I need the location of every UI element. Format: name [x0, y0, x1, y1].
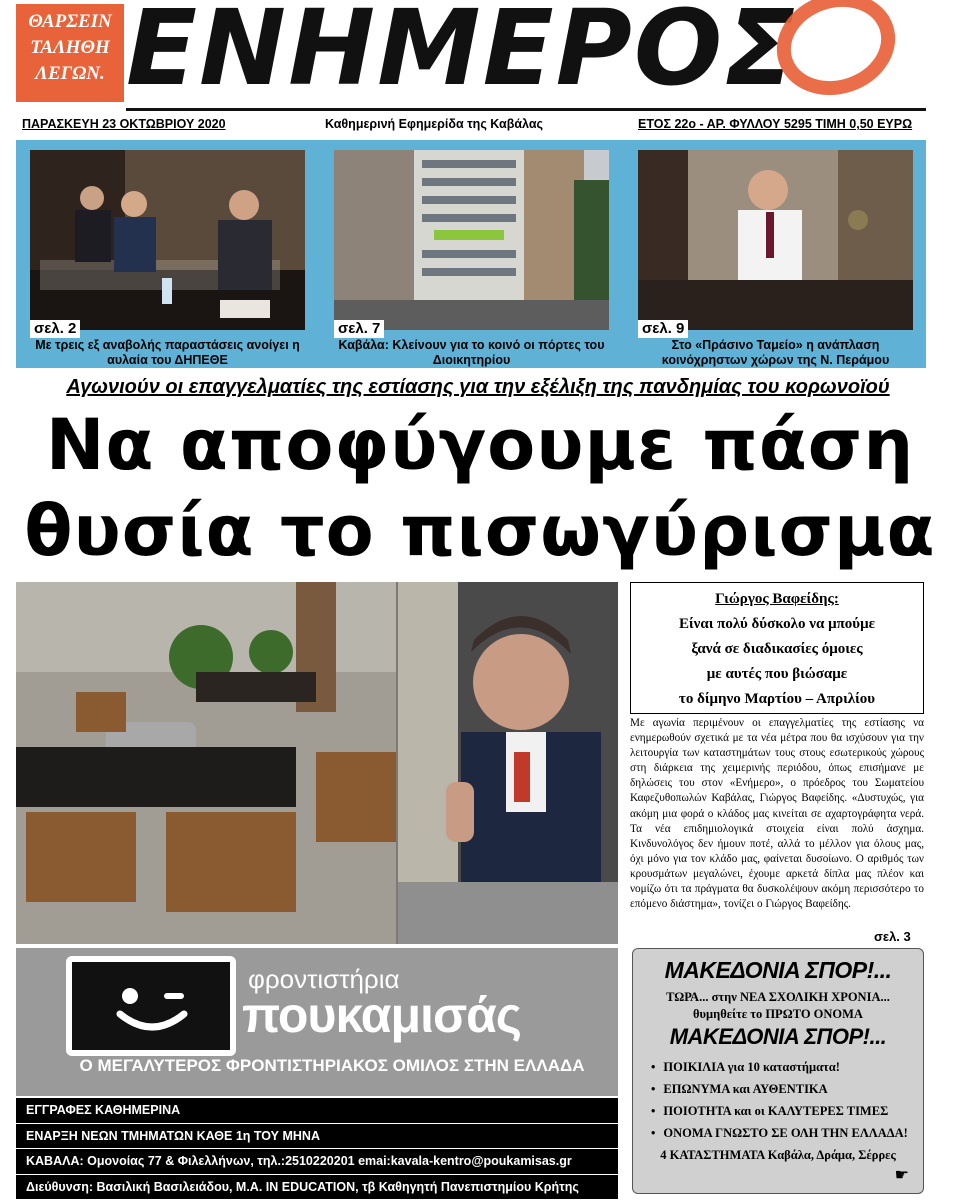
pointing-hand-icon: ☛: [894, 1167, 909, 1184]
teaser-page-number: σελ. 2: [30, 320, 80, 338]
quote-line: ξανά σε διαδικασίες όμοιες: [691, 641, 863, 657]
lead-kicker: Αγωνιούν οι επαγγελματίες της εστίασης για την εξέλιξη της πανδημίας του κορωνοϊού: [66, 376, 890, 398]
list-item: • ΟΝΟΜΑ ΓΝΩΣΤΟ ΣΕ ΟΛΗ ΤΗΝ ΕΛΛΑΔΑ!: [651, 1122, 923, 1144]
wink-face-logo-icon: [66, 956, 236, 1056]
motto-line: ΘΑΡΣΕΙΝ: [28, 11, 112, 32]
tutoring-advertisement[interactable]: [16, 948, 618, 1096]
teaser-caption: Καβάλα: Κλείνουν για το κοινό οι πόρτες του Διοικητηρίου: [338, 338, 605, 367]
pull-quote: [630, 582, 924, 714]
ad-brand-name: πουκαμισάς: [242, 987, 521, 1043]
motto-line: ΤΑΛΗΘΗ: [30, 37, 110, 58]
ad-info-row: ΕΓΓΡΑΦΕΣ ΚΑΘΗΜΕΡΙΝΑ: [16, 1098, 618, 1124]
quote-speaker: Γιώργος Βαφείδης:: [715, 591, 839, 607]
issue-info: ΕΤΟΣ 22ο - ΑΡ. ΦΥΛΛΟΥ 5295 ΤΙΜΗ 0,50 ΕΥΡΩ: [638, 117, 913, 131]
headline-line: Να αποφύγουμε πάση: [45, 404, 915, 486]
newspaper-logo: [126, 0, 936, 104]
spor-title-repeat: ΜΑΚΕΔΟΝΙΑ ΣΠΟΡ!...: [669, 1024, 887, 1049]
teaser-caption: Στο «Πράσινο Ταμείο» η ανάπλαση κοινόχρηστων χώρων της Ν. Περάμου: [661, 338, 890, 367]
ad-info-row[interactable]: ΚΑΒΑΛΑ: Ομονοίας 77 & Φιλελλήνων, τηλ.:2510220201 emai:kavala-kentro@poukamisas.gr: [16, 1149, 618, 1175]
quote-line: με αυτές που βιώσαμε: [706, 666, 848, 682]
ad-subtitle: φροντιστήρια: [248, 964, 400, 994]
spor-line: ΤΩΡΑ... στην ΝΕΑ ΣΧΟΛΙΚΗ ΧΡΟΝΙΑ...: [666, 990, 890, 1004]
quote-line: το δίμηνο Μαρτίου – Απριλίου: [678, 691, 876, 707]
teaser-photo-official: [638, 150, 913, 330]
motto-line: ΛΕΓΩΝ.: [35, 63, 105, 84]
teaser-strip: [16, 140, 926, 368]
masthead-rule: [126, 108, 926, 111]
lead-headline: [14, 402, 946, 574]
spor-stores: 4 ΚΑΤΑΣΤΗΜΑΤΑ Καβάλα, Δράμα, Σέρρες: [660, 1148, 896, 1162]
teaser-page-number: σελ. 7: [334, 320, 384, 338]
headline-line: θυσία το πισωγύρισμα: [24, 490, 936, 572]
teaser-item[interactable]: [334, 150, 609, 367]
list-item: • ΠΟΙΟΤΗΤΑ και οι ΚΑΛΥΤΕΡΕΣ ΤΙΜΕΣ: [651, 1100, 923, 1122]
teaser-page-number: σελ. 9: [638, 320, 688, 338]
masthead-motto: [16, 4, 124, 102]
ad-slogan: Ο ΜΕΓΑΛΥΤΕΡΟΣ ΦΡΟΝΤΙΣΤΗΡΙΑΚΟΣ ΟΜΙΛΟΣ ΣΤΗΝ ΕΛΛΑΔΑ: [79, 1056, 585, 1075]
ad-info-row: ΕΝΑΡΞΗ ΝΕΩΝ ΤΜΗΜΑΤΩΝ ΚΑΘΕ 1η ΤΟΥ ΜΗΝΑ: [16, 1124, 618, 1150]
sports-store-advertisement[interactable]: [632, 948, 924, 1194]
list-item: • ΠΟΙΚΙΛΙΑ για 10 καταστήματα!: [651, 1056, 923, 1078]
spor-title: ΜΑΚΕΔΟΝΙΑ ΣΠΟΡ!...: [664, 957, 892, 983]
teaser-item[interactable]: [30, 150, 305, 367]
newspaper-tagline: Καθημερινή Εφημερίδα της Καβάλας: [325, 117, 544, 131]
quote-line: Είναι πολύ δύσκολο να μπούμε: [678, 616, 876, 632]
lead-page-reference[interactable]: σελ. 3: [874, 929, 911, 944]
newspaper-title: ΕΝΗΜΕΡΟΣ: [126, 0, 798, 104]
teaser-item[interactable]: [638, 150, 913, 367]
ad-info-row: Διεύθυνση: Βασιλική Βασιλειάδου, Μ.Α. IN EDUCATION, τβ Καθηγητή Πανεπιστημίου Κρήτης: [16, 1175, 618, 1201]
teaser-photo-building: [334, 150, 609, 330]
lead-photo: [16, 582, 618, 944]
teaser-caption: Με τρεις εξ αναβολής παραστάσεις ανοίγει η αυλαία του ΔΗΠΕΘΕ: [35, 338, 300, 367]
list-item: • ΕΠΩΝΥΜΑ και ΑΥΘΕΝΤΙΚΑ: [651, 1078, 923, 1100]
spor-line: θυμηθείτε το ΠΡΩΤΟ ΟΝΟΜΑ: [693, 1007, 863, 1021]
lead-article-body: Με αγωνία περιμένουν οι επαγγελματίες της εστίασης να ενημερωθούν σχετικά με τα νέα μέτρα που θα ισχύσουν για την λειτουργία των καταστημάτων τους στους εσωτερικούς χώρους στη διάρκεια της χειμερινής περιόδου, όπως επισήμανε με δηλώσεις του στον «Ενήμερο», ο πρόεδρος του Σωματείου Καφεζυθοπωλών Καβάλας, Γιώργος Βαφείδης. «Δυστυχώς, για ακόμη μια φορά ο κλάδος μας κινείται σε αχαρτογράφητα νερά. Τα νέα επιδημιολογικά στοιχεία είναι πολύ άσχημα. Κινδυνολόγος δεν ήμουν ποτέ, αλλά το μέλλον για όλους μας, όχι μόνο για τον κλάδο μας, φαίνεται δυσοίωνο. Ο αριθμός των κρουσμάτων μεγαλώνει, έχουμε αρκετά δίπλα μας πλέον και νομίζω ότι τα πράγματα θα δυσκολέψουν ακόμη περισσότερο το επόμενο διάστημα», τονίζει ο Γιώργος Βαφείδης.: [630, 717, 924, 911]
issue-date: ΠΑΡΑΣΚΕΥΗ 23 ΟΚΤΩΒΡΙΟΥ 2020: [22, 117, 226, 131]
teaser-photo-press-conference: [30, 150, 305, 330]
spor-bullet-list: [651, 1056, 923, 1144]
ad-info-rows: [16, 1098, 618, 1200]
